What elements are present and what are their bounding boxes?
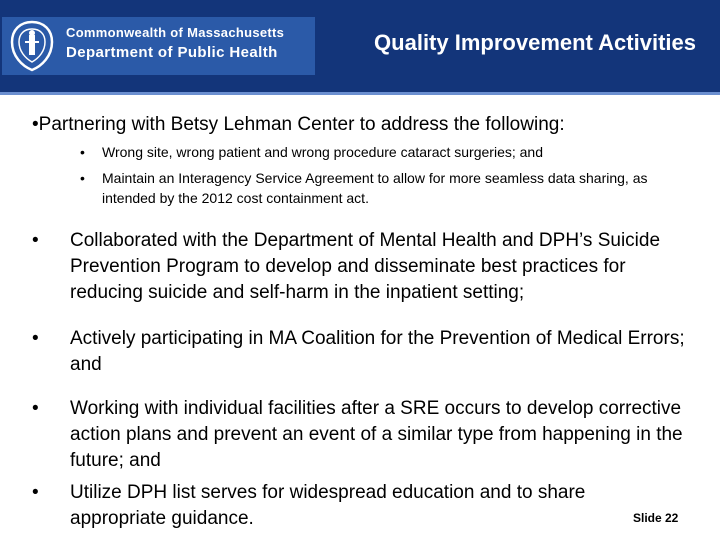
bullet-marker: • [80,144,85,160]
bullet-item [32,228,692,306]
bullet-item [32,326,692,378]
page-title: Quality Improvement Activities [374,30,696,55]
org-name-line1: Commonwealth of Massachusetts [66,25,285,40]
bullet-item [32,396,692,474]
sub-bullet-text: Wrong site, wrong patient and wrong procedure cataract surgeries; and [102,144,543,160]
bullet-text: Working with individual facilities after a SRE occurs to develop corrective action plans and prevent an event of a similar type from happening in the future; and [70,398,683,471]
org-name-line2: Department of Public Health [66,44,278,61]
bullet-text: Utilize DPH list serves for widespread education and to share appropriate guidance. [70,482,586,529]
bullet-item [32,480,692,532]
intro-bullet [32,112,702,138]
bullet-text: Collaborated with the Department of Mental Health and DPH’s Suicide Prevention Program to develop and disseminate best practices for reducing suicide and self-harm in the inpatient setting; [70,230,661,303]
bullet-marker: • [32,398,39,419]
bullet-marker: • [32,482,39,503]
slide-number: Slide 22 [633,511,679,525]
intro-bullet-text: Partnering with Betsy Lehman Center to address the following: [38,114,565,135]
bullet-marker: • [32,328,39,349]
bullet-marker: • [32,230,39,251]
sub-bullet-item [80,168,700,208]
bullet-marker: • [32,114,39,135]
sub-bullet-text: Maintain an Interagency Service Agreement to allow for more seamless data sharing, as intended by the 2012 cost containment act. [102,170,648,206]
sub-bullet-item [80,142,700,162]
bullet-marker: • [80,170,85,186]
bullet-text: Actively participating in MA Coalition for the Prevention of Medical Errors; and [70,328,685,375]
